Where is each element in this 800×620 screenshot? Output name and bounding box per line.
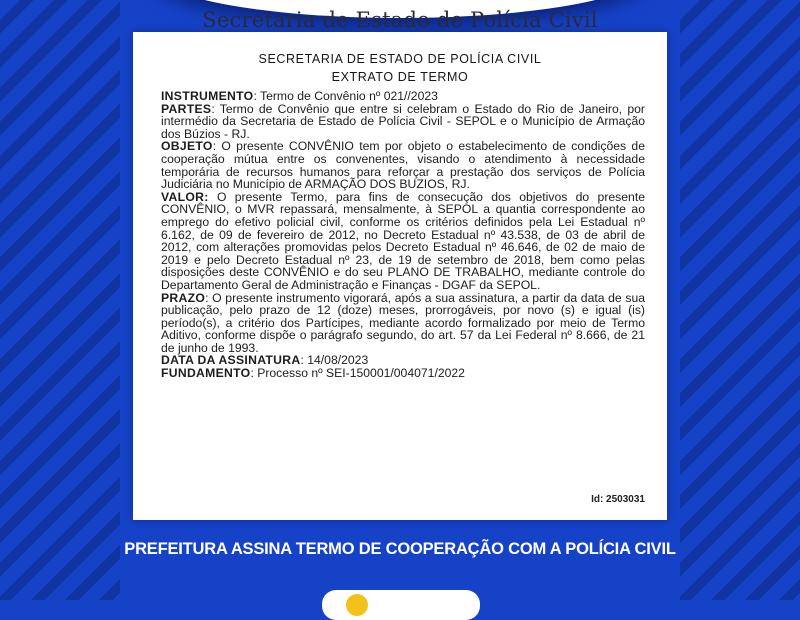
section-label: VALOR: (161, 189, 209, 204)
section-text: : Processo nº SEI-150001/004071/2022 (250, 366, 465, 381)
section-partes (161, 103, 645, 141)
section-label: FUNDAMENTO (161, 366, 251, 381)
section-prazo (161, 292, 645, 355)
section-label: OBJETO (161, 139, 213, 154)
left-stripe-decoration (0, 0, 120, 600)
section-text: : Termo de Convênio nº 021//2023 (253, 89, 438, 103)
section-text: : O presente instrumento vigorará, após a sua assinatura, a partir da data de sua publicação, pelo prazo de 12 (doze) meses, prorrogáveis, por novo (s) e igual (is) período(s), a critério dos Partícipes, mediante acordo formalizado por meio de Termo Aditivo, conforme dispõe o parágrafo segundo, do art. 57 da Lei Federal nº 8.666, de 21 de junho de 1993. (161, 290, 645, 355)
section-text: : Termo de Convênio que entre si celebram o Estado do Rio de Janeiro, por intermédio da Secretaria de Estado de Polícia Civil - SEPOL e o Município de Armação dos Búzios - RJ. (161, 101, 645, 141)
document-title-agency: SECRETARIA DE ESTADO DE POLÍCIA CIVIL (258, 52, 542, 66)
section-label: DATA DA ASSINATURA (161, 353, 301, 368)
sun-logo-icon (346, 594, 368, 616)
section-text: : O presente CONVÊNIO tem por objeto o estabelecimento de condições de cooperação mútua entre os convenentes, visando o atendimento à necessidade temporária de recursos humanos para reforçar a prestação dos serviços de Polícia Judiciária no Município de ARMAÇÃO DOS BUZIOS, RJ. (161, 139, 645, 192)
document-body (161, 90, 645, 380)
header-title: Secretaria de Estado de Polícia Civil (202, 8, 598, 32)
footer-headline: PREFEITURA ASSINA TERMO DE COOPERAÇÃO COM A POLÍCIA CIVIL (124, 540, 676, 558)
section-text: : 14/08/2023 (300, 353, 369, 368)
section-objeto (161, 140, 645, 190)
section-label: INSTRUMENTO (161, 89, 254, 103)
right-stripe-decoration (680, 0, 800, 600)
document-title-type: EXTRATO DE TERMO (331, 70, 469, 84)
section-valor (161, 191, 645, 292)
document-extract (133, 32, 667, 520)
section-label: PARTES (161, 101, 212, 116)
document-id: Id: 2503031 (591, 494, 645, 505)
section-text: O presente Termo, para fins de consecução dos objetivos do presente CONVÊNIO, o MVR repassará, mensalmente, à SEPOL a quantia correspondente ao emprego do efetivo policial civil, conforme os critérios definidos pela Lei Estadual nº 6.162, de 09 de fevereiro de 2012, no Decreto Estadual nº 43.538, de 03 de abril de 2012, com alterações promovidas pelos Decreto Estadual nº 46.646, de 02 de maio de 2019 e pelo Decreto Estadual nº 23, de 19 de setembro de 2018, bem como pelas disposições deste CONVÊNIO e do seu PLANO DE TRABALHO, mediante controle do Departamento Geral de Administração e Finanças - DGAF da SEPOL. (161, 189, 645, 292)
section-fundamento (161, 367, 645, 380)
section-label: PRAZO (161, 290, 206, 305)
